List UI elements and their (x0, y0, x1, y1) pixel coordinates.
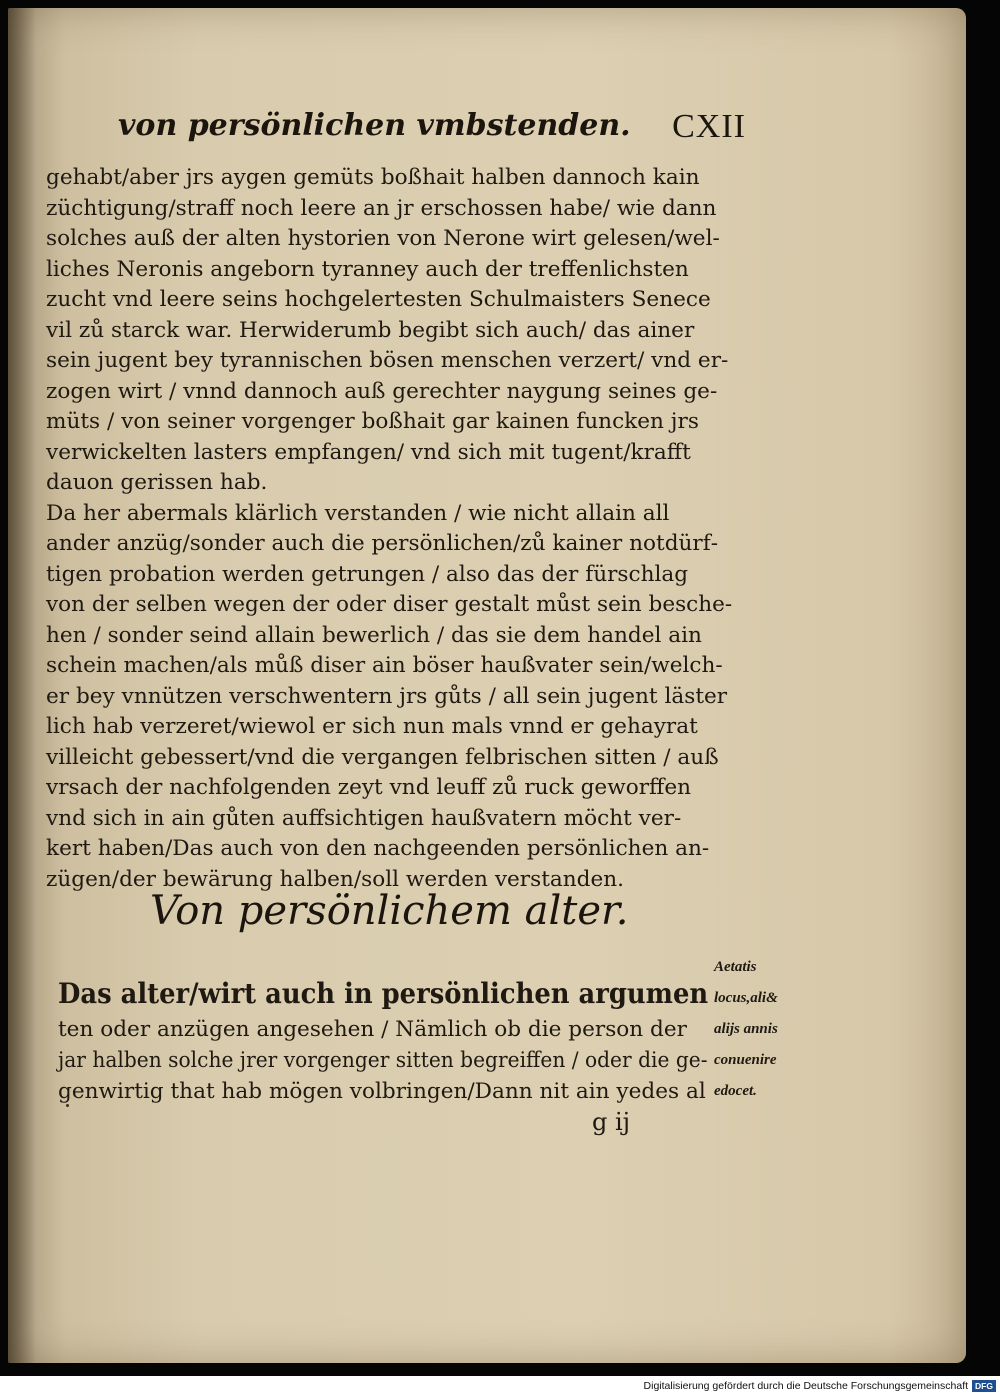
marginal-note (714, 952, 794, 1107)
gutter-shadow (8, 8, 36, 1363)
text-line: kert haben/Das auch von den nachgeenden persönlichen an‑ (46, 836, 710, 861)
text-line: sein jugent bey tyrannischen bösen menschen verzert/ vnd er‑ (46, 348, 729, 373)
section-text (58, 974, 708, 1107)
text-line: züchtigung/straff noch leere an jr erschossen habe/ wie dann (46, 195, 717, 221)
marginal-line: edocet. (714, 1083, 757, 1099)
text-line: hen / sonder seind allain bewerlich / das sie dem handel ain (46, 622, 702, 648)
text-line: er bey vnnützen verschwentern jrs gůts / all sein jugent läster (46, 683, 728, 709)
text-line: vnd sich in ain gůten auffsichtigen haußvatern möcht ver‑ (46, 805, 682, 831)
text-line: zogen wirt / vnnd dannoch auß gerechter naygung seines ge‑ (46, 378, 718, 404)
text-line: müts / von seiner vorgenger boßhait gar kainen funcken jrs (46, 409, 699, 434)
running-head: von persönlichen vmbstenden. (118, 108, 631, 143)
marginal-line: Aetatis (714, 959, 757, 975)
text-line: lich hab verzeret/wiewol er sich nun mals vnnd er gehayrat (46, 714, 698, 739)
signature-mark: g ij (592, 1108, 631, 1136)
marginal-line: locus,ali& (714, 990, 778, 1006)
text-line: zügen/der bewärung halben/soll werden verstanden. (46, 866, 625, 892)
text-line: solches auß der alten hystorien von Nerone wirt gelesen/wel‑ (46, 226, 720, 251)
section-line: ten oder anzügen angesehen / Nämlich ob die person der (58, 1017, 687, 1042)
text-line: gehabt/aber jrs aygen gemüts boßhait halben dannoch kain (46, 165, 700, 190)
footer-text: Digitalisierung gefördert durch die Deutsche Forschungsgemeinschaft (643, 1380, 969, 1392)
text-line: vrsach der nachfolgenden zeyt vnd leuff zů ruck geworffen (46, 775, 692, 800)
text-line: verwickelten lasters empfangen/ vnd sich mit tugent/krafft (46, 439, 691, 465)
section-line: jar halben solche jrer vorgenger sitten begreiffen / oder die ge‑ (58, 1048, 708, 1073)
marginal-line: alijs annis (714, 1021, 778, 1037)
section-line: Das alter/wirt auch in persönlichen argumen (58, 977, 709, 1010)
text-line: tigen probation werden getrungen / also das der fürschlag (46, 561, 689, 587)
text-line: Da her abermals klärlich verstanden / wie nicht allain all (46, 500, 670, 526)
section-line: genwirtig that hab mögen volbringen/Dann nit ain yedes al (58, 1079, 706, 1104)
marginal-line: conuenire (714, 1052, 777, 1068)
text-line: ander anzüg/sonder auch die persönlichen/zů kainer notdürf‑ (46, 531, 719, 556)
text-line: schein machen/als můß diser ain böser haußvater sein/welch‑ (46, 653, 723, 678)
text-line: dauon gerissen hab. (46, 470, 268, 495)
digitization-footer (604, 1378, 996, 1394)
text-line: zucht vnd leere seins hochgelertesten Schulmaisters Senece (46, 287, 711, 312)
text-line: vil zů starck war. Herwiderumb begibt sich auch/ das ainer (46, 317, 695, 343)
body-text (46, 163, 732, 895)
text-line: villeicht gebessert/vnd die vergangen felbrischen sitten / auß (46, 744, 719, 770)
ink-speck (66, 1104, 69, 1107)
text-line: von der selben wegen der oder diser gestalt můst sein besche‑ (46, 592, 733, 617)
text-line: liches Neronis angeborn tyranney auch der treffenlichsten (46, 256, 689, 282)
dfg-logo: DFG (972, 1380, 996, 1392)
section-heading: Von persönlichem alter. (150, 888, 629, 934)
folio-number: CXII (672, 108, 746, 145)
